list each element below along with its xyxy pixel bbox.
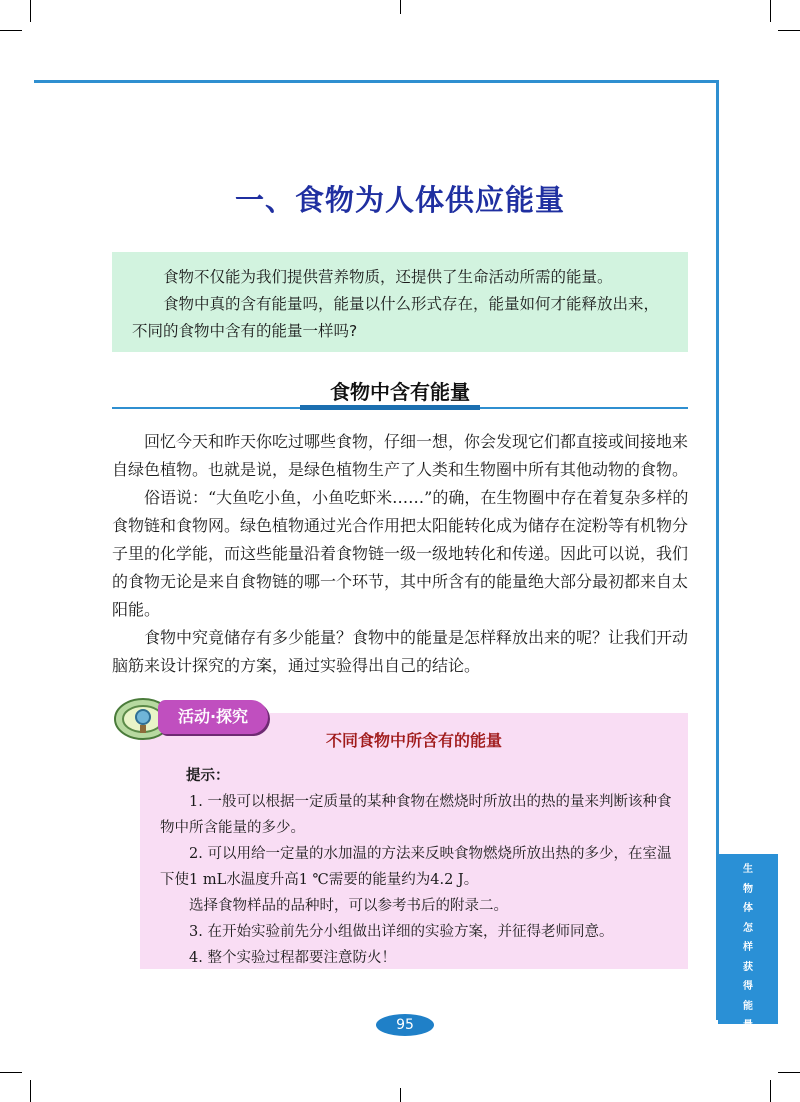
- page-frame-top: [34, 80, 717, 83]
- body-paragraph: 回忆今天和昨天你吃过哪些食物，仔细一想，你会发现它们都直接或间接地来自绿色植物。也就是说，是绿色植物生产了人类和生物圈中所有其他动物的食物。: [112, 432, 689, 479]
- chapter-side-tab: [718, 854, 778, 1031]
- crop-mark: [30, 1080, 31, 1102]
- crop-mark: [778, 30, 800, 31]
- side-tab-char: 获: [743, 961, 753, 973]
- side-tab-char: 能: [743, 1000, 753, 1012]
- section-title: 食物中含有能量: [330, 380, 470, 404]
- crop-mark: [0, 30, 22, 31]
- side-tab-char: 怎: [743, 922, 753, 934]
- tips-label: 提示：: [186, 767, 230, 784]
- page-number: 95: [376, 1014, 434, 1036]
- body-paragraph: 俗语说：“大鱼吃小鱼，小鱼吃虾米……”的确，在生物圈中存在着复杂多样的食物链和食物网。绿色植物通过光合作用把太阳能转化成为储存在淀粉等有机物分子里的化学能，而这些能量沿着食物链一级一级地转化和传递。因此可以说，我们的食物无论是来自食物链的哪一个环节，其中所含有的能量绝大部分最初都来自太阳能。: [112, 488, 689, 619]
- side-tab-char: 得: [743, 981, 753, 992]
- activity-title: 不同食物中所含有的能量: [325, 731, 502, 750]
- crop-mark: [770, 0, 771, 22]
- side-tab-char: 生: [743, 864, 753, 875]
- crop-mark: [778, 1072, 800, 1073]
- page-title: 一、食物为人体供应能量: [234, 183, 565, 217]
- crop-mark: [400, 1088, 401, 1102]
- tip-item: 4. 整个实验过程都要注意防火！: [189, 950, 396, 966]
- intro-box: [112, 252, 688, 352]
- tip-item: 2. 可以用给一定量的水加温的方法来反映食物燃烧所放出热的多少，在室温下使1 mL水温度升高1 ℃需要的能量约为4.2 J。: [160, 846, 672, 888]
- body-paragraph: 食物中究竟储存有多少能量？食物中的能量是怎样释放出来的呢？让我们开动脑筋来设计探究的方案，通过实验得出自己的结论。: [112, 628, 689, 675]
- activity-badge: 活动·探究: [158, 700, 268, 734]
- tip-item: 1. 一般可以根据一定质量的某种食物在燃烧时所放出的热的量来判断该种食物中所含能量的多少。: [160, 794, 672, 836]
- tips-list: [160, 763, 680, 971]
- side-tab-char: 体: [743, 903, 753, 914]
- crop-mark: [400, 0, 401, 14]
- section-divider-accent: [300, 405, 480, 410]
- tip-item: 选择食物样品的品种时，可以参考书后的附录二。: [189, 898, 508, 914]
- section-body: [112, 428, 692, 680]
- side-tab-char: 样: [743, 942, 753, 953]
- crop-mark: [770, 1080, 771, 1102]
- intro-paragraph: 食物中真的含有能量吗，能量以什么形式存在，能量如何才能释放出来，不同的食物中含有的能量一样吗?: [132, 295, 660, 340]
- side-tab-char: 量: [743, 1020, 753, 1031]
- tip-item: 3. 在开始实验前先分小组做出详细的实验方案，并征得老师同意。: [189, 924, 614, 940]
- crop-mark: [0, 1072, 22, 1073]
- side-tab-char: 物: [743, 883, 753, 895]
- intro-paragraph: 食物不仅能为我们提供营养物质，还提供了生命活动所需的能量。: [163, 268, 613, 286]
- crop-mark: [30, 0, 31, 22]
